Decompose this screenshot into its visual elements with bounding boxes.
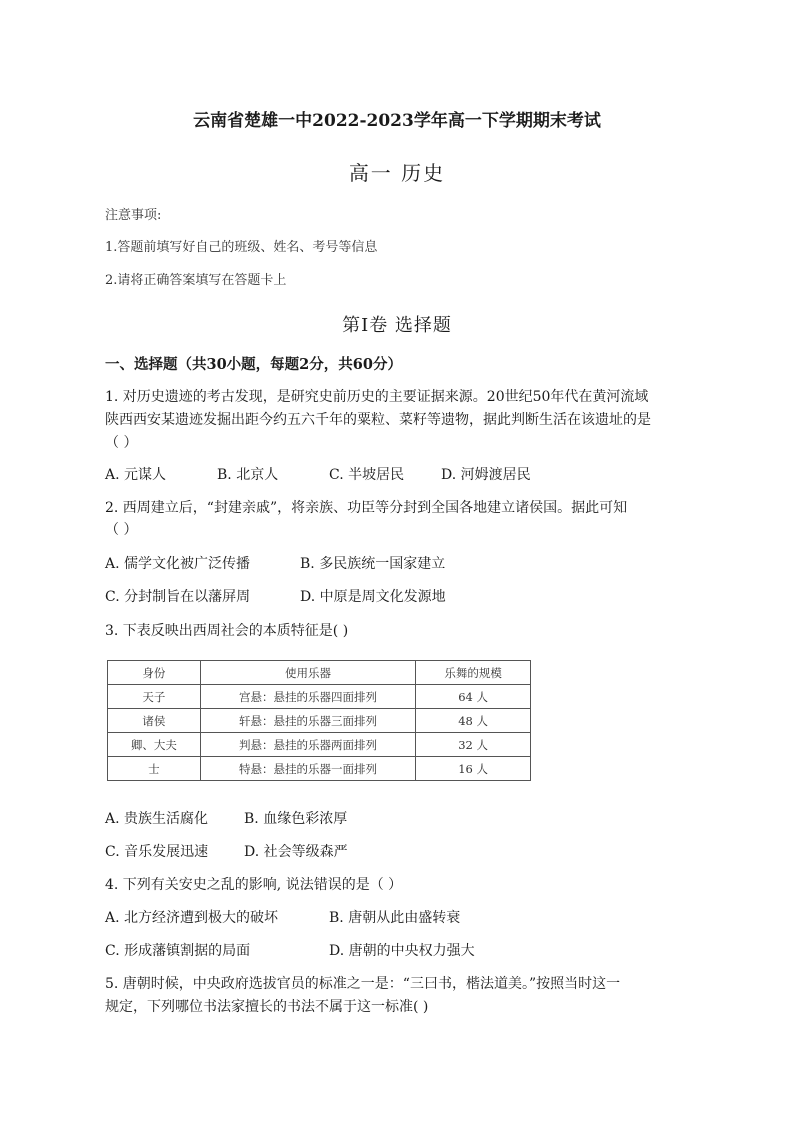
table-header-cell: 身份 — [108, 661, 201, 685]
question-stem-line: 4. 下列有关安史之乱的影响, 说法错误的是（ ） — [105, 877, 403, 893]
option-b: B. 血缘色彩浓厚 — [244, 811, 348, 827]
table-cell: 特悬：悬挂的乐器一面排列 — [200, 757, 415, 781]
question-stem-line: 陕西西安某遗迹发掘出距今约五六千年的粟粒、菜籽等遗物，据此判断生活在该遗址的是 — [105, 412, 651, 428]
notice-item: 2.请将正确答案填写在答题卡上 — [105, 273, 287, 288]
question-stem-line: 5. 唐朝时候，中央政府选拔官员的标准之一是：“三曰书，楷法道美。”按照当时这一 — [105, 976, 621, 992]
table-cell: 判悬：悬挂的乐器两面排列 — [200, 733, 415, 757]
exam-subtitle: 高一 历史 — [348, 161, 446, 185]
option-b: B. 多民族统一国家建立 — [300, 556, 446, 572]
section-title: 第Ⅰ卷 选择题 — [342, 315, 452, 336]
option-c: C. 音乐发展迅速 — [105, 844, 209, 860]
table-row — [108, 709, 531, 733]
option-d: D. 唐朝的中央权力强大 — [329, 943, 475, 959]
option-b: B. 北京人 — [217, 467, 279, 483]
table-cell: 64 人 — [416, 685, 531, 709]
option-a: A. 元谋人 — [105, 467, 167, 483]
table-cell: 48 人 — [416, 709, 531, 733]
table-header-cell: 使用乐器 — [200, 661, 415, 685]
question-stem-line: 规定，下列哪位书法家擅长的书法不属于这一标准( ) — [105, 999, 429, 1015]
table-cell: 宫悬：悬挂的乐器四面排列 — [200, 685, 415, 709]
notice-heading: 注意事项: — [105, 208, 162, 223]
ritual-music-table — [107, 660, 531, 781]
option-a: A. 贵族生活腐化 — [105, 811, 209, 827]
table-header-cell: 乐舞的规模 — [416, 661, 531, 685]
question-stem-line: 1. 对历史遗迹的考古发现，是研究史前历史的主要证据来源。20世纪50年代在黄河流域 — [105, 389, 649, 405]
option-a: A. 儒学文化被广泛传播 — [105, 556, 251, 572]
option-c: C. 半坡居民 — [329, 467, 405, 483]
notice-item: 1.答题前填写好自己的班级、姓名、考号等信息 — [105, 240, 378, 255]
table-cell: 天子 — [108, 685, 201, 709]
table-cell: 32 人 — [416, 733, 531, 757]
option-d: D. 中原是周文化发源地 — [300, 589, 446, 605]
table-cell: 诸侯 — [108, 709, 201, 733]
option-c: C. 形成藩镇割据的局面 — [105, 943, 251, 959]
option-a: A. 北方经济遭到极大的破坏 — [105, 910, 279, 926]
table-row — [108, 685, 531, 709]
part-heading: 一、选择题（共30小题，每题2分，共60分） — [105, 356, 402, 373]
option-c: C. 分封制旨在以藩屏周 — [105, 589, 251, 605]
table-cell: 16 人 — [416, 757, 531, 781]
question-stem-line: 3. 下表反映出西周社会的本质特征是( ) — [105, 623, 349, 639]
question-stem-line: （ ） — [105, 522, 138, 538]
table-cell: 卿、大夫 — [108, 733, 201, 757]
table-row — [108, 733, 531, 757]
table-cell: 轩悬：悬挂的乐器三面排列 — [200, 709, 415, 733]
table-header-row — [108, 661, 531, 685]
option-d: D. 社会等级森严 — [244, 844, 348, 860]
table-row — [108, 757, 531, 781]
table-cell: 士 — [108, 757, 201, 781]
option-d: D. 河姆渡居民 — [441, 467, 531, 483]
exam-title: 云南省楚雄一中2022-2023学年高一下学期期末考试 — [193, 111, 601, 131]
option-b: B. 唐朝从此由盛转衰 — [329, 910, 461, 926]
question-stem-line: 2. 西周建立后，“封建亲戚”，将亲族、功臣等分封到全国各地建立诸侯国。据此可知 — [105, 500, 628, 516]
question-stem-line: （ ） — [105, 435, 138, 451]
